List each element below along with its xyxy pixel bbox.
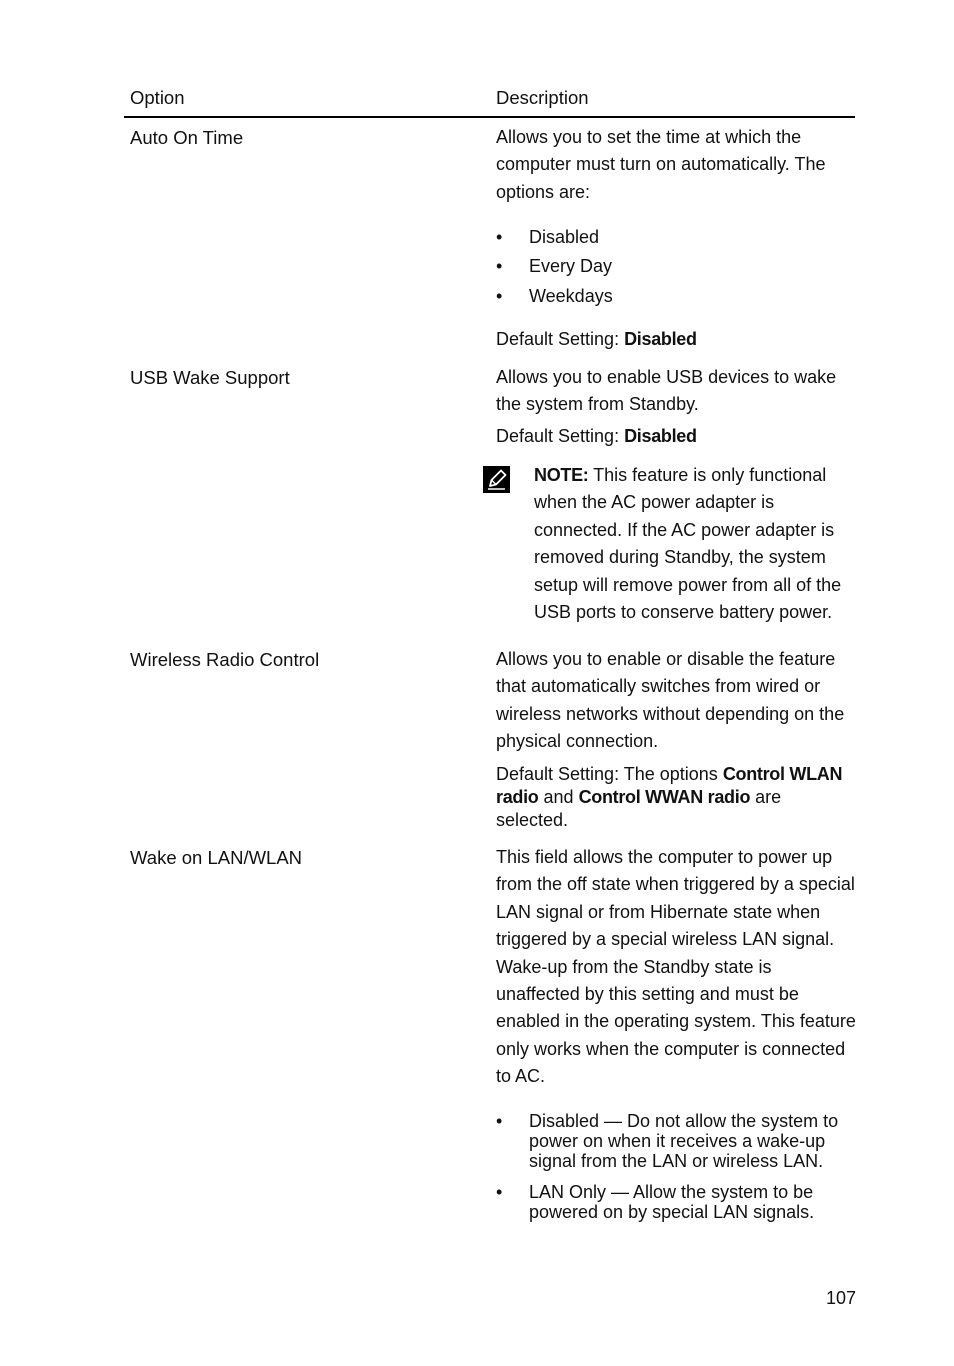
default-suffix: are selected. [496, 787, 782, 830]
desc-text: Allows you to enable or disable the feature that automatically switches from wired or wireless networks without depending on the physical connection. [496, 649, 845, 752]
list-item-text: Disabled — Do not allow the system to power on when it receives a wake-up signal from the LAN or wireless LAN. [529, 1111, 839, 1171]
list-item-text: Every Day [529, 256, 613, 276]
desc-wireless-radio-control [496, 646, 858, 756]
default-setting [496, 763, 858, 832]
bullet-mark: • [496, 256, 503, 276]
bullet-mark: • [496, 227, 503, 247]
note-text [534, 462, 864, 626]
default-setting [496, 423, 858, 450]
bullet-mark: • [496, 1111, 503, 1131]
desc-text: Allows you to set the time at which the computer must turn on automatically. The options are: [496, 127, 826, 202]
bullet-mark: • [496, 1182, 503, 1202]
desc-text: This field allows the computer to power up from the off state when triggered by a special LAN signal or from Hibernate state when triggered by a special wireless LAN signal. Wake-up from the Standby state is unaffected by this setting and must be enabled in the operating system. This feature only works when the computer is connected to AC. [496, 847, 856, 1087]
default-setting [496, 326, 858, 353]
desc-wake-on-lan-wlan [496, 844, 858, 1091]
note-label: NOTE: [534, 465, 589, 485]
default-option-wwan: Control WWAN radio [578, 787, 751, 807]
option-auto-on-time: Auto On Time [130, 127, 244, 148]
option-wireless-radio-control: Wireless Radio Control [130, 649, 320, 670]
list-item-text: LAN Only — Allow the system to be powered on by special LAN signals. [529, 1182, 815, 1222]
default-value: Disabled [624, 426, 697, 446]
default-and: and [538, 787, 579, 807]
header-rule [124, 116, 855, 118]
list-item-text: Weekdays [529, 286, 613, 306]
default-label: Default Setting: [496, 426, 625, 446]
note-body: This feature is only functional when the AC power adapter is connected. If the AC power adapter is removed during Standby, the system setup will remove power from all of the USB ports to conserve battery power. [534, 465, 842, 623]
default-prefix: Default Setting: The options [496, 764, 723, 784]
default-label: Default Setting: [496, 329, 625, 349]
page-number: 107 [826, 1288, 857, 1308]
default-value: Disabled [624, 329, 697, 349]
desc-auto-on-time [496, 124, 858, 206]
header-description: Description [496, 87, 589, 108]
desc-text: Allows you to enable USB devices to wake the system from Standby. [496, 367, 837, 415]
bullet-mark: • [496, 286, 503, 306]
default-option-wlan: Control WLAN radio [496, 764, 843, 807]
note-pencil-icon [483, 466, 510, 493]
desc-usb-wake-support [496, 364, 858, 419]
list-item-text: Disabled [529, 227, 600, 247]
option-wake-on-lan-wlan: Wake on LAN/WLAN [130, 847, 303, 868]
header-option: Option [130, 87, 185, 108]
option-usb-wake-support: USB Wake Support [130, 367, 290, 388]
